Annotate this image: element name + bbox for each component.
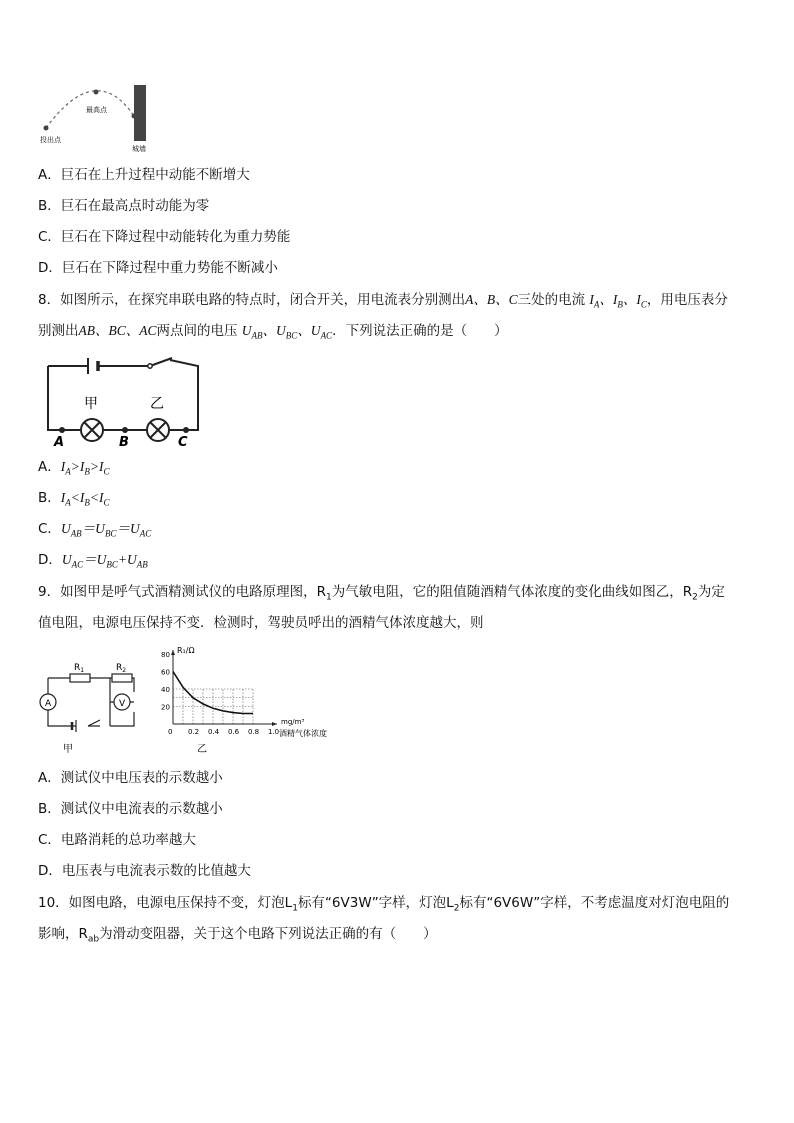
x-tick-label: 0.6 xyxy=(228,728,240,736)
x-tick-label: 1.0 xyxy=(268,728,280,736)
chart-caption: 乙 xyxy=(197,744,207,755)
r1-resistor xyxy=(70,674,90,682)
q8-stem-line2: 别测出AB、BC、AC两点间的电压 $U_{AB}$、$U_{BC}$、$U_{AC}$．下列说法正确的是（ ） xyxy=(38,323,508,341)
x-tick-label: 0.4 xyxy=(208,728,220,736)
throw-point xyxy=(44,126,49,131)
q8-option-d: D．$U_{AC}=U_{BC}+U_{AB}$ xyxy=(38,552,148,570)
voltmeter-label: V xyxy=(119,699,126,709)
wall xyxy=(134,85,146,141)
point-a xyxy=(59,427,65,433)
q10-stem-line1: 10．如图电路，电源电压保持不变，灯泡$L_1$标有“6V3W”字样，灯泡$L_2$标有“6V6W”字样，不考虑温度对灯泡电阻的 xyxy=(38,895,730,914)
label-b: B xyxy=(119,435,129,448)
y-axis-arrow xyxy=(171,650,175,655)
q8-stem-line1: 8．如图所示，在探究串联电路的特点时，闭合开关，用电流表分别测出A、B、C三处的电流 $I_A$、$I_B$、$I_C$，用电压表分 xyxy=(38,292,728,310)
lamp-yi-label: 乙 xyxy=(150,396,164,412)
q8-option-c: C．$U_{AB}=U_{BC}=U_{AC}$ xyxy=(38,521,152,539)
q7-option-b: B．巨石在最高点时动能为零 xyxy=(38,198,210,214)
label-c: C xyxy=(178,435,188,448)
label-wall: 城墙 xyxy=(132,145,146,153)
figure-jia-caption: 甲 xyxy=(63,744,73,755)
q9-stem-line2: 值电阻，电源电压保持不变．检测时，驾驶员呼出的酒精气体浓度越大，则 xyxy=(38,615,484,631)
q9-option-c: C．电路消耗的总功率越大 xyxy=(38,832,196,848)
x-tick-label: 0 xyxy=(168,728,173,736)
label-a: A xyxy=(54,435,65,448)
r2-label: $R_2$ xyxy=(116,663,127,674)
q8-circuit-figure xyxy=(40,352,205,448)
q9-option-d: D．电压表与电流表示数的比值越大 xyxy=(38,863,251,879)
q8-option-b: B．$I_A<I_B<I_C$ xyxy=(38,490,110,508)
x-tick-label: 0.2 xyxy=(188,728,200,736)
x-axis-label: 酒精气体浓度 xyxy=(279,729,327,738)
x-tick-label: 0.8 xyxy=(248,728,260,736)
q7-figure xyxy=(36,80,156,156)
r1-label: $R_1$ xyxy=(74,663,85,674)
y-tick-label: 80 xyxy=(161,651,170,659)
q10-stem-line2: 影响，$R_{ab}$为滑动变阻器，关于这个电路下列说法正确的有（ ） xyxy=(38,926,437,945)
point-c xyxy=(183,427,189,433)
q9-stem-line1: 9．如图甲是呼气式酒精测试仪的电路原理图，$R_1$为气敏电阻，它的阻值随酒精气体浓度的变化曲线如图乙，$R_2$为定 xyxy=(38,584,725,603)
y-tick-label: 40 xyxy=(161,686,170,694)
switch-pivot xyxy=(148,364,152,368)
lamp-jia-label: 甲 xyxy=(84,396,98,412)
ammeter-label: A xyxy=(45,699,52,709)
q9-option-a: A．测试仪中电压表的示数越小 xyxy=(38,770,223,786)
y-tick-label: 20 xyxy=(161,703,170,712)
lamp-jia xyxy=(81,419,103,441)
lamp-yi xyxy=(147,419,169,441)
q7-option-c: C．巨石在下降过程中动能转化为重力势能 xyxy=(38,229,291,245)
y-tick-label: 60 xyxy=(161,668,170,677)
q8-option-a: A．$I_A>I_B>I_C$ xyxy=(38,459,110,477)
q9-option-b: B．测试仪中电流表的示数越小 xyxy=(38,801,223,817)
label-top: 最高点 xyxy=(86,106,107,114)
x-axis-unit: mg/m³ xyxy=(281,718,305,726)
point-b xyxy=(122,427,128,433)
x-axis-arrow xyxy=(272,722,277,726)
top-point xyxy=(94,90,99,95)
y-axis-label: R₁/Ω xyxy=(177,646,195,655)
q7-option-d: D．巨石在下降过程中重力势能不断减小 xyxy=(38,260,278,276)
r2-resistor xyxy=(112,674,132,682)
label-throw: 投出点 xyxy=(40,136,61,144)
q9-circuit-figure xyxy=(36,658,146,758)
q7-option-a: A．巨石在上升过程中动能不断增大 xyxy=(38,167,250,183)
q9-chart xyxy=(155,644,345,760)
